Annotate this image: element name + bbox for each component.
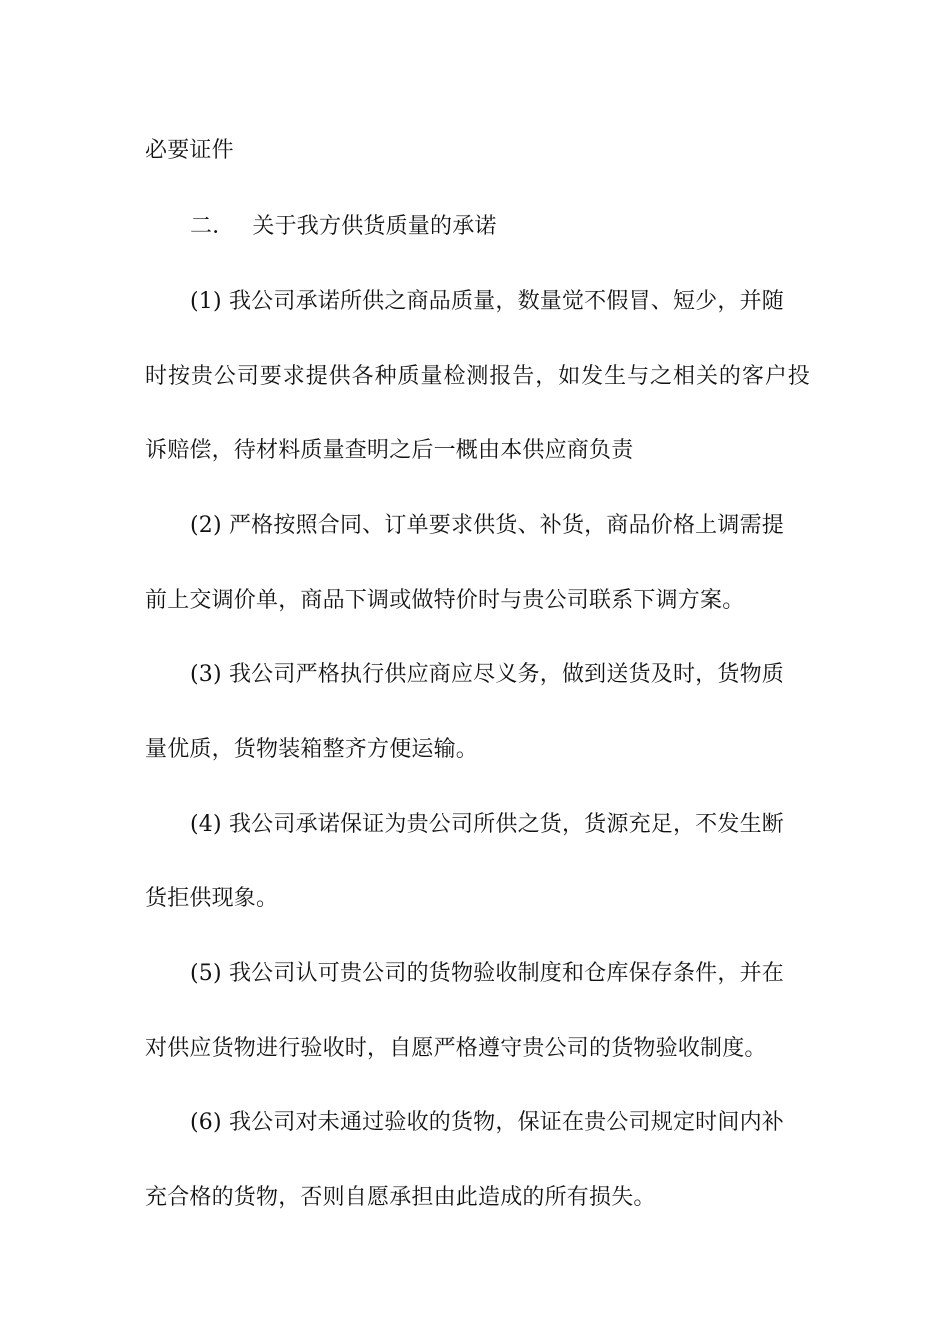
item-6-number: (6) [190,1110,222,1135]
item-3-line-2: 量优质，货物装箱整齐方便运输。 [145,737,479,762]
item-5-number: (5) [190,961,222,986]
item-2-line-1 [190,511,810,541]
item-5-line-1 [190,959,810,989]
item-5-line-2: 对供应货物进行验收时，自愿严格遵守贵公司的货物验收制度。 [145,1036,767,1061]
item-1-line-1 [190,287,810,317]
section-number: 二． [190,214,235,239]
item-4-line-1 [190,810,810,840]
item-3-line-1 [190,660,810,690]
item-4-text: 我公司承诺保证为贵公司所供之货，货源充足，不发生断 [228,812,784,837]
item-3-text: 我公司严格执行供应商应尽义务，做到送货及时，货物质 [228,662,784,687]
item-4-number: (4) [190,812,222,837]
item-1-text: 我公司承诺所供之商品质量，数量觉不假冒、短少，并随 [228,289,784,314]
item-2-text: 严格按照合同、订单要求供货、补货，商品价格上调需提 [228,513,784,538]
item-6-text: 我公司对未通过验收的货物，保证在贵公司规定时间内补 [228,1110,784,1135]
item-4-line-2: 货拒供现象。 [145,886,279,911]
section-heading [190,212,855,242]
item-5-text: 我公司认可贵公司的货物验收制度和仓库保存条件，并在 [228,961,784,986]
item-6-line-1 [190,1108,810,1138]
item-2-line-2: 前上交调价单，商品下调或做特价时与贵公司联系下调方案。 [145,588,745,613]
item-1-line-2: 时按贵公司要求提供各种质量检测报告，如发生与之相关的客户投 [145,364,810,389]
section-title: 关于我方供货质量的承诺 [252,214,497,239]
item-1-number: (1) [190,289,222,314]
item-2-number: (2) [190,513,222,538]
continuation-text: 必要证件 [145,138,234,163]
item-1-line-3: 诉赔偿，待材料质量查明之后一概由本供应商负责 [145,438,634,463]
item-6-line-2: 充合格的货物，否则自愿承担由此造成的所有损失。 [145,1185,656,1210]
item-3-number: (3) [190,662,222,687]
